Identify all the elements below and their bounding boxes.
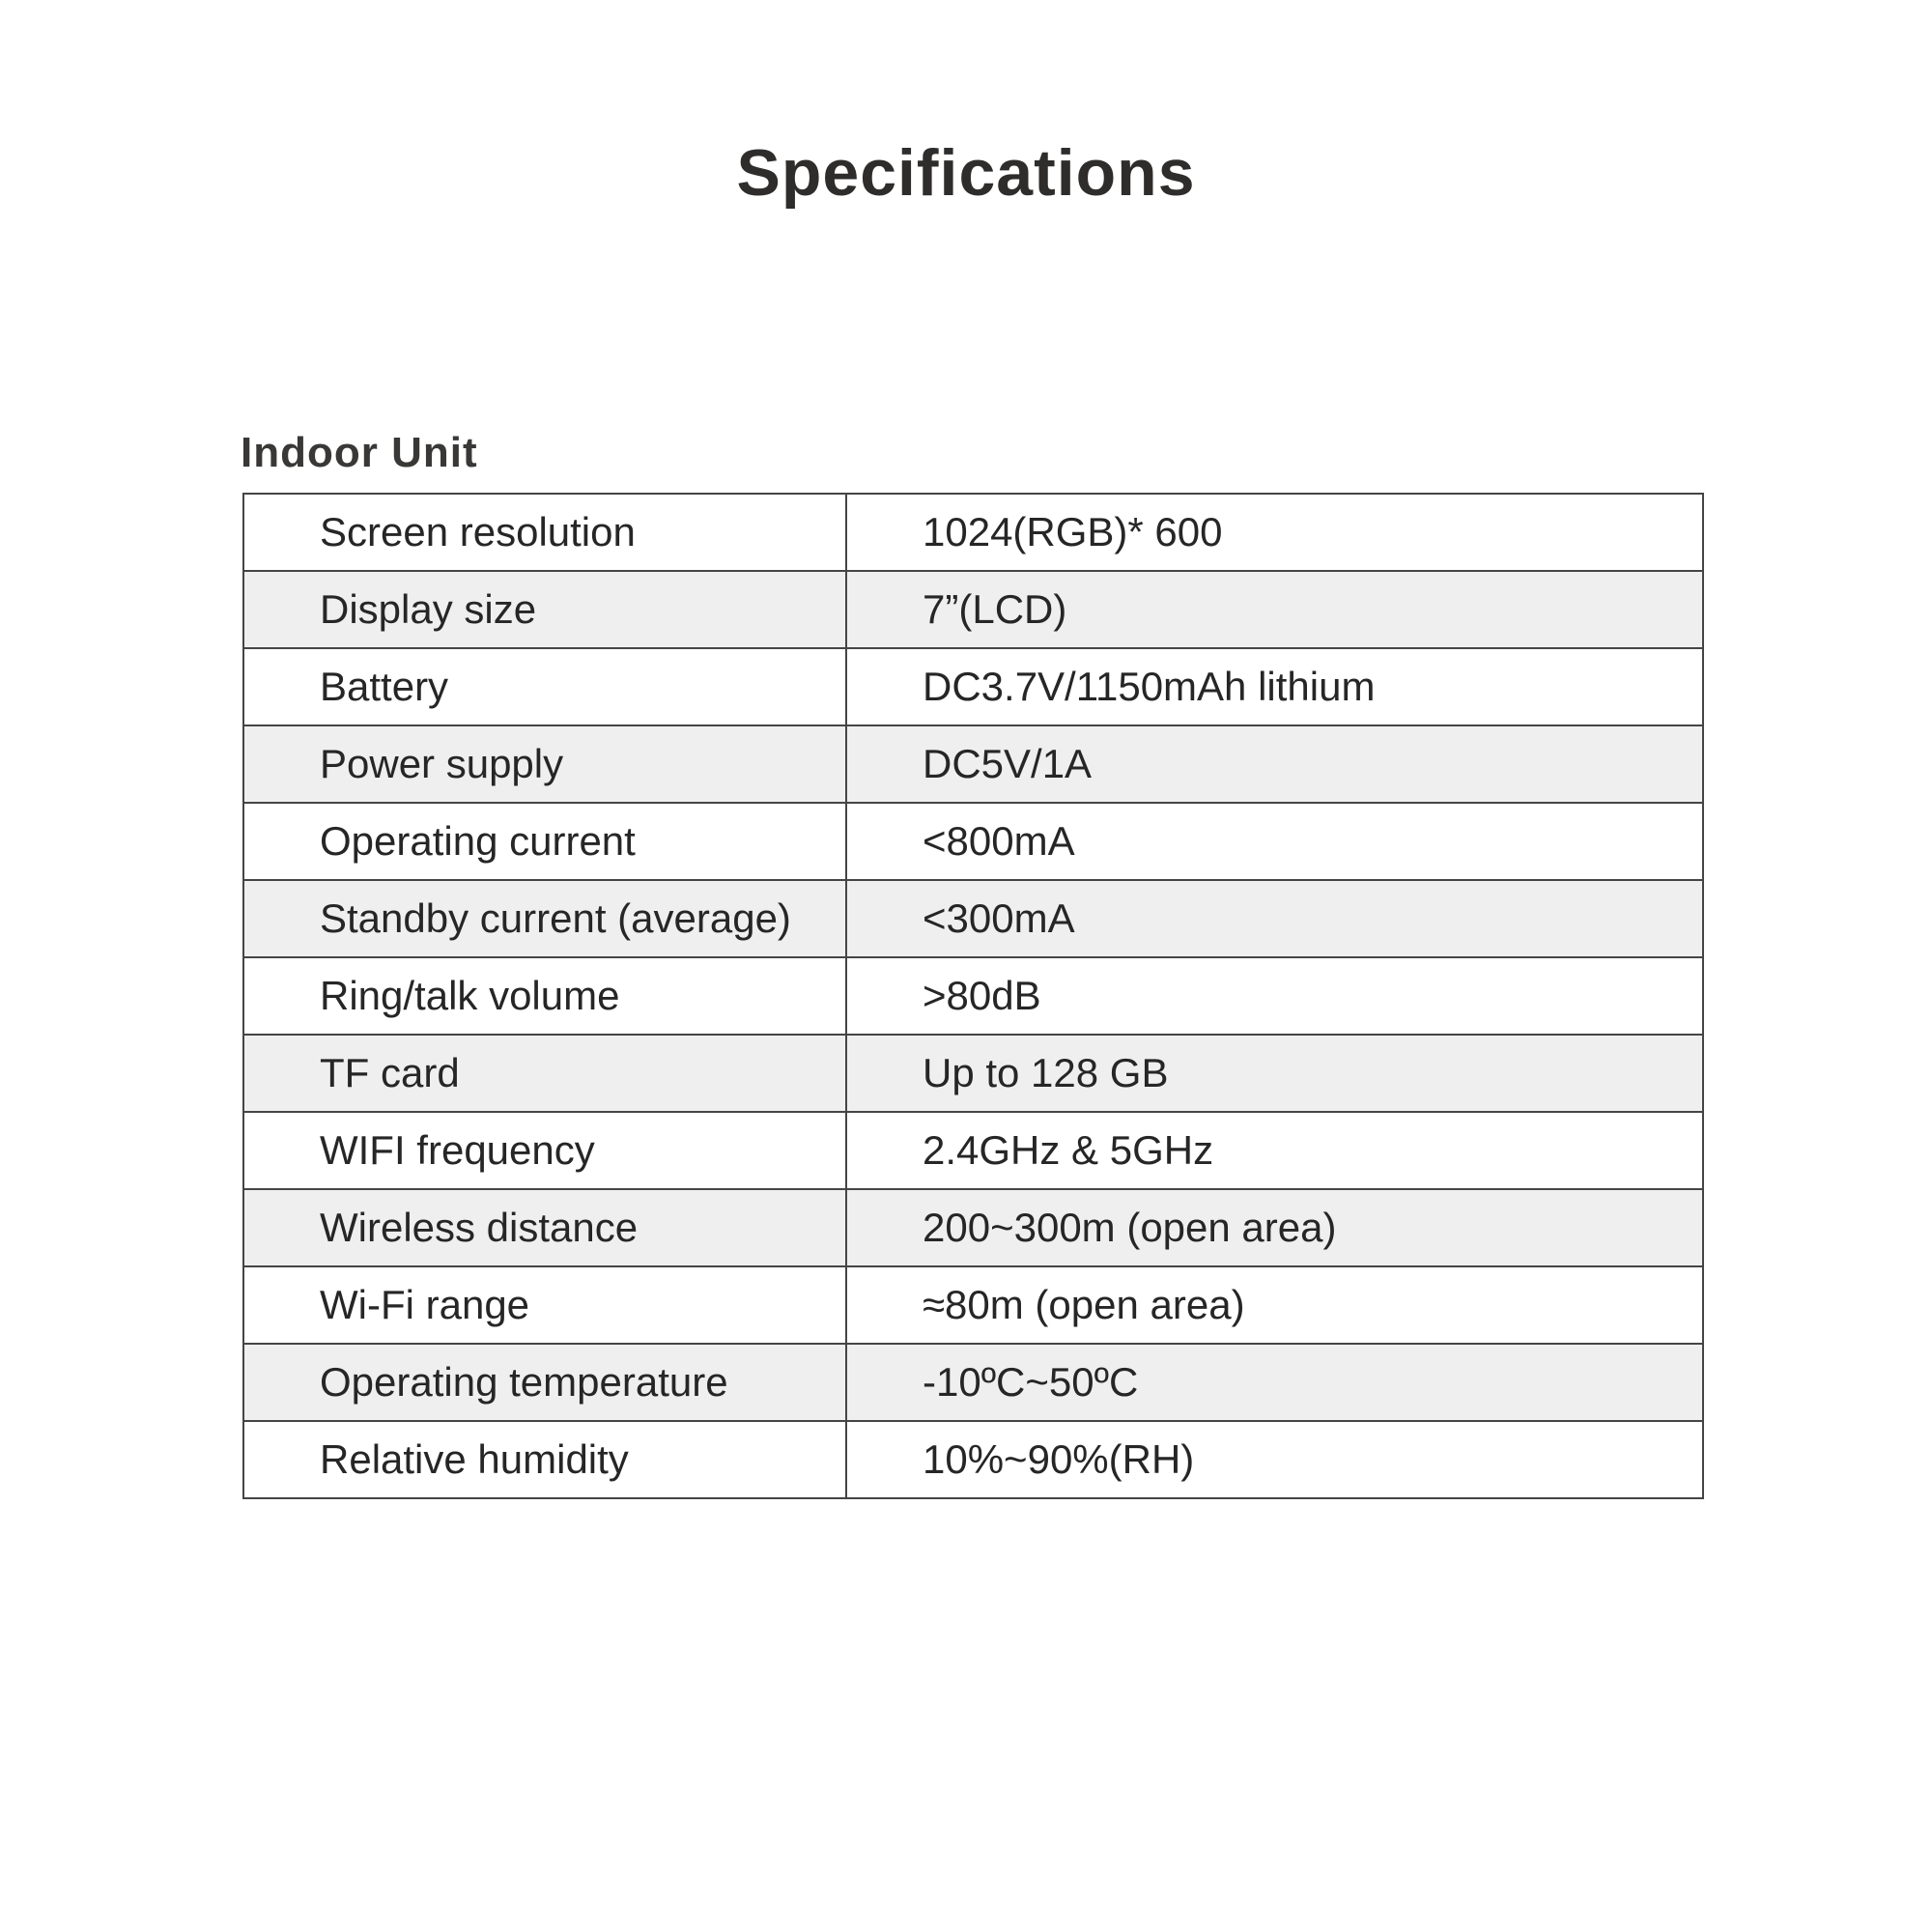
spec-label: TF card [243,1035,846,1112]
spec-value: DC3.7V/1150mAh lithium [846,648,1703,725]
spec-row [243,1035,1703,1112]
spec-row [243,1112,1703,1189]
spec-label: Screen resolution [243,494,846,571]
spec-value: ≈80m (open area) [846,1266,1703,1344]
spec-row [243,1344,1703,1421]
page-title: Specifications [736,136,1196,210]
spec-row [243,648,1703,725]
section-title: Indoor Unit [241,429,478,476]
spec-row [243,494,1703,571]
spec-value: <300mA [846,880,1703,957]
spec-value: <800mA [846,803,1703,880]
spec-value: DC5V/1A [846,725,1703,803]
spec-label: WIFI frequency [243,1112,846,1189]
spec-label: Battery [243,648,846,725]
spec-label: Ring/talk volume [243,957,846,1035]
spec-label: Standby current (average) [243,880,846,957]
spec-label: Wireless distance [243,1189,846,1266]
spec-value: >80dB [846,957,1703,1035]
spec-label: Relative humidity [243,1421,846,1498]
spec-row [243,1189,1703,1266]
spec-label: Wi-Fi range [243,1266,846,1344]
spec-value: 1024(RGB)* 600 [846,494,1703,571]
spec-value: 10%~90%(RH) [846,1421,1703,1498]
spec-row [243,571,1703,648]
spec-value: 200~300m (open area) [846,1189,1703,1266]
spec-label: Operating temperature [243,1344,846,1421]
spec-value: Up to 128 GB [846,1035,1703,1112]
spec-row [243,957,1703,1035]
spec-table [242,493,1704,1499]
spec-label: Display size [243,571,846,648]
spec-value: 7”(LCD) [846,571,1703,648]
spec-label: Operating current [243,803,846,880]
spec-value: 2.4GHz & 5GHz [846,1112,1703,1189]
spec-row [243,803,1703,880]
spec-row [243,1421,1703,1498]
spec-label: Power supply [243,725,846,803]
spec-row [243,880,1703,957]
spec-value: -10ºC~50ºC [846,1344,1703,1421]
spec-row [243,1266,1703,1344]
spec-row [243,725,1703,803]
